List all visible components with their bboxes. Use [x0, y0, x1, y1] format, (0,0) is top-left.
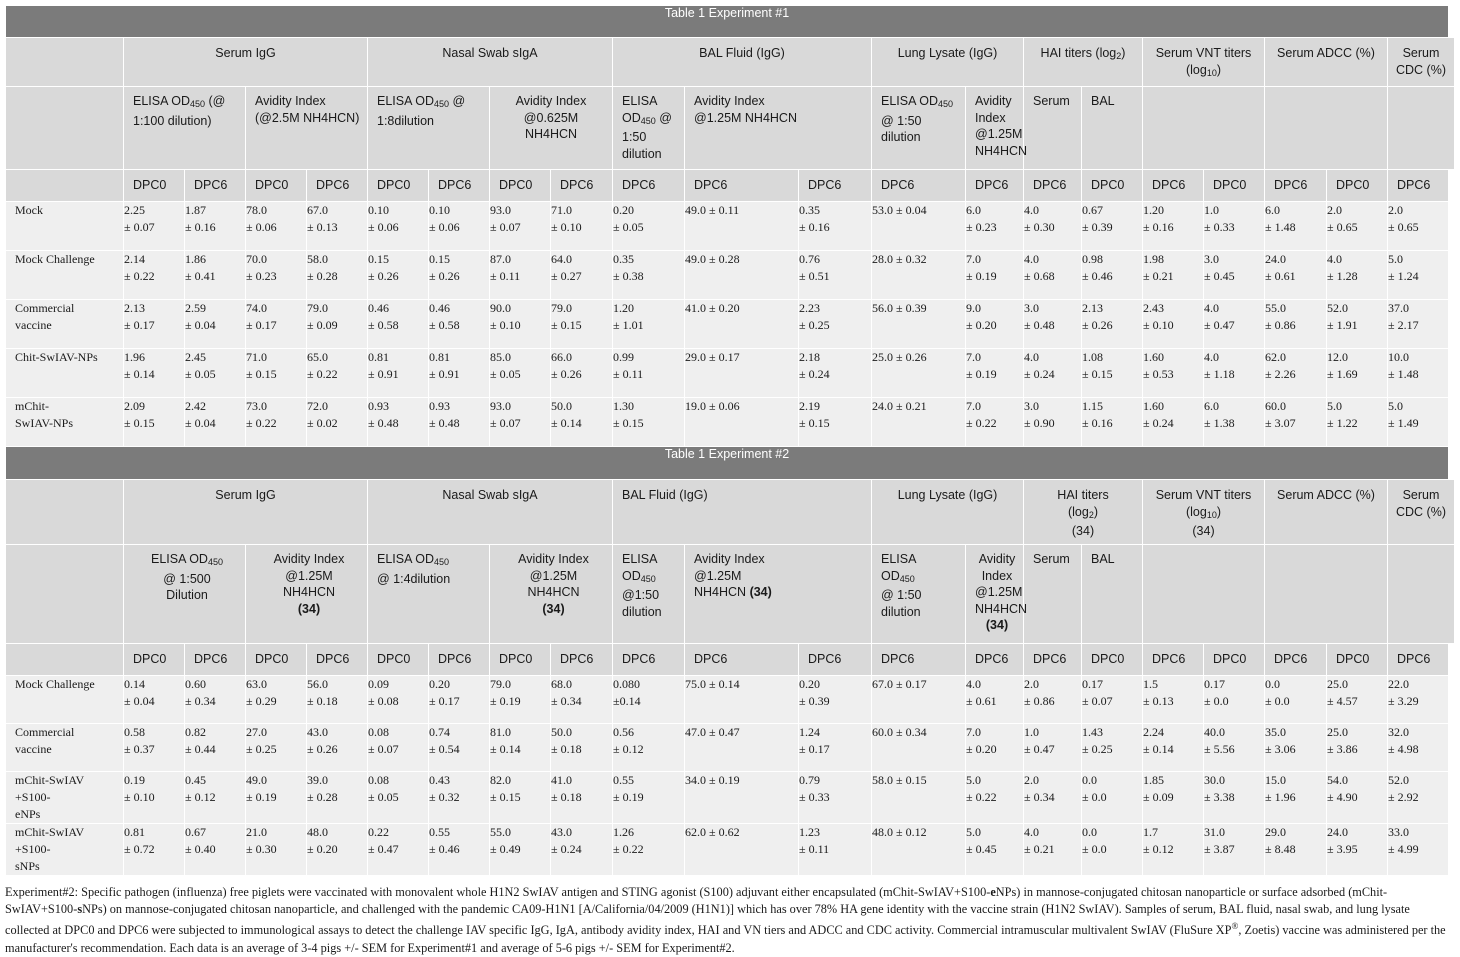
data-cell: 31.0 ± 3.87 [1204, 824, 1265, 876]
data-cell: 68.0 ± 0.34 [551, 676, 613, 724]
data-cell: 0.10 ± 0.06 [429, 202, 490, 251]
data-cell: 0.82 ± 0.44 [185, 724, 246, 772]
data-cell: 1.60 ± 0.53 [1143, 349, 1204, 398]
data-cell: 0.35 ± 0.16 [799, 202, 872, 251]
exp2-bal-elisa: ELISA $OD_{450}$ @1:50 dilution [613, 545, 685, 644]
data-cell: 1.7 ± 0.12 [1143, 824, 1204, 876]
data-cell: 54.0 ± 4.90 [1327, 772, 1388, 824]
exp2-group-adcc: Serum ADCC (%) [1265, 480, 1388, 545]
row-label: mChit- SwIAV-NPs [6, 398, 124, 447]
data-cell: 75.0 ± 0.14 [685, 676, 799, 724]
dpc-header: DPC6 [966, 170, 1024, 202]
dpc-header: DPC0 [1327, 170, 1388, 202]
data-cell: 5.0 ± 1.22 [1327, 398, 1388, 447]
dpc-header: DPC6 [1143, 644, 1204, 676]
data-cell: 40.0 ± 5.56 [1204, 724, 1265, 772]
data-cell: 37.0 ± 2.17 [1388, 300, 1449, 349]
data-cell: 19.0 ± 0.06 [685, 398, 799, 447]
table-row [6, 772, 1455, 824]
data-cell: 1.26 ± 0.22 [613, 824, 685, 876]
data-cell: 0.55 ± 0.46 [429, 824, 490, 876]
data-cell: 47.0 ± 0.47 [685, 724, 799, 772]
exp2-igg-avidity: Avidity Index @1.25M NH4HCN (34) [246, 545, 368, 644]
data-cell: 1.24 ± 0.17 [799, 724, 872, 772]
data-cell: 25.0 ± 0.26 [872, 349, 966, 398]
data-cell: 1.60 ± 0.24 [1143, 398, 1204, 447]
data-cell: 63.0 ± 0.29 [246, 676, 307, 724]
dpc-header: DPC0 [490, 170, 551, 202]
exp1-title: Table 1 Experiment #1 [6, 6, 1449, 38]
data-cell: 0.46 ± 0.58 [429, 300, 490, 349]
data-cell: 0.46 ± 0.58 [368, 300, 429, 349]
data-cell: 2.13 ± 0.26 [1082, 300, 1143, 349]
data-cell: 5.0 ± 0.22 [966, 772, 1024, 824]
dpc-header: DPC6 [429, 170, 490, 202]
data-cell: 4.0 ± 0.30 [1024, 202, 1082, 251]
exp2-igg-elisa: ELISA $OD_{450}$ @ 1:500 Dilution [124, 545, 246, 644]
data-cell: 1.08 ± 0.15 [1082, 349, 1143, 398]
data-cell: 1.20 ± 0.16 [1143, 202, 1204, 251]
exp2-lung-elisa: ELISA $OD_{450}$ @ 1:50 dilution [872, 545, 966, 644]
data-cell: 7.0 ± 0.22 [966, 398, 1024, 447]
data-cell: 55.0 ± 0.49 [490, 824, 551, 876]
data-cell: 25.0 ± 3.86 [1327, 724, 1388, 772]
table-row [6, 398, 1455, 447]
data-cell: 0.35 ± 0.38 [613, 251, 685, 300]
data-cell: 29.0 ± 8.48 [1265, 824, 1327, 876]
exp2-group-bal: BAL Fluid (IgG) [613, 480, 872, 545]
data-cell: 1.87 ± 0.16 [185, 202, 246, 251]
data-cell: 9.0 ± 0.20 [966, 300, 1024, 349]
data-cell: 65.0 ± 0.22 [307, 349, 368, 398]
data-cell: 21.0 ± 0.30 [246, 824, 307, 876]
dpc-header: DPC0 [124, 644, 185, 676]
table-row [6, 202, 1455, 251]
exp1-group-nasal-iga: Nasal Swab sIgA [368, 38, 613, 87]
data-cell: 2.0 ± 0.65 [1388, 202, 1449, 251]
exp1-body [6, 202, 1455, 447]
table-row [6, 300, 1455, 349]
exp2-subheader-row [6, 545, 1455, 644]
exp2-bal-avidity: Avidity Index @1.25M NH4HCN (34) [685, 545, 872, 644]
dpc-header: DPC6 [551, 644, 613, 676]
data-cell: 0.56 ± 0.12 [613, 724, 685, 772]
data-cell: 4.0 ± 0.68 [1024, 251, 1082, 300]
exp1-banner-row [6, 6, 1455, 38]
dpc-header: DPC0 [368, 170, 429, 202]
data-cell: 1.85 ± 0.09 [1143, 772, 1204, 824]
data-cell: 32.0 ± 4.98 [1388, 724, 1449, 772]
data-cell: 7.0 ± 0.19 [966, 349, 1024, 398]
data-cell: 49.0 ± 0.19 [246, 772, 307, 824]
data-cell: 2.59 ± 0.04 [185, 300, 246, 349]
data-cell: 64.0 ± 0.27 [551, 251, 613, 300]
data-cell: 0.79 ± 0.33 [799, 772, 872, 824]
data-cell: 0.080 ±0.14 [613, 676, 685, 724]
data-cell: 34.0 ± 0.19 [685, 772, 799, 824]
dpc-header: DPC6 [872, 170, 966, 202]
data-cell: 0.76 ± 0.51 [799, 251, 872, 300]
dpc-header: DPC6 [551, 170, 613, 202]
row-label: mChit-SwIAV +S100- sNPs [6, 824, 124, 876]
data-cell: 5.0 ± 0.45 [966, 824, 1024, 876]
data-cell: 58.0 ± 0.28 [307, 251, 368, 300]
row-label: Chit-SwIAV-NPs [6, 349, 124, 398]
exp1-group-serum-igg: Serum IgG [124, 38, 368, 87]
dpc-header: DPC6 [1024, 170, 1082, 202]
data-cell: 7.0 ± 0.19 [966, 251, 1024, 300]
data-cell: 1.5 ± 0.13 [1143, 676, 1204, 724]
data-cell: 2.25 ± 0.07 [124, 202, 185, 251]
data-cell: 1.43 ± 0.25 [1082, 724, 1143, 772]
data-cell: 52.0 ± 2.92 [1388, 772, 1449, 824]
data-cell: 6.0 ± 0.23 [966, 202, 1024, 251]
exp1-subheader-row [6, 87, 1455, 170]
data-cell: 62.0 ± 0.62 [685, 824, 799, 876]
data-cell: 56.0 ± 0.39 [872, 300, 966, 349]
dpc-header: DPC6 [307, 644, 368, 676]
data-cell: 81.0 ± 0.14 [490, 724, 551, 772]
exp1-group-bal: BAL Fluid (IgG) [613, 38, 872, 87]
dpc-header: DPC6 [1143, 170, 1204, 202]
data-cell: 2.13 ± 0.17 [124, 300, 185, 349]
data-cell: 73.0 ± 0.22 [246, 398, 307, 447]
dpc-header: DPC6 [613, 170, 685, 202]
data-cell: 41.0 ± 0.18 [551, 772, 613, 824]
dpc-header: DPC6 [799, 644, 872, 676]
data-cell: 4.0 ± 0.21 [1024, 824, 1082, 876]
data-cell: 0.43 ± 0.32 [429, 772, 490, 824]
data-cell: 0.98 ± 0.46 [1082, 251, 1143, 300]
data-cell: 0.22 ± 0.47 [368, 824, 429, 876]
exp2-group-hai: HAI titers $(\log_2)$ (34) [1024, 480, 1143, 545]
data-cell: 2.23 ± 0.25 [799, 300, 872, 349]
data-cell: 2.18 ± 0.24 [799, 349, 872, 398]
dpc-header: DPC6 [685, 170, 799, 202]
data-cell: 0.67 ± 0.40 [185, 824, 246, 876]
exp1-lung-elisa: ELISA $OD_{450}$ @ 1:50 dilution [872, 87, 966, 170]
exp1-hai-serum: Serum [1024, 87, 1082, 170]
data-cell: 0.0 ± 0.0 [1082, 772, 1143, 824]
exp2-group-vnt: Serum VNT titers $(\log_{10})$ (34) [1143, 480, 1265, 545]
data-cell: 70.0 ± 0.23 [246, 251, 307, 300]
data-cell: 58.0 ± 0.15 [872, 772, 966, 824]
exp1-bal-avidity: Avidity Index @1.25M NH4HCN [685, 87, 872, 170]
table-row [6, 676, 1455, 724]
exp2-group-cdc: Serum CDC (%) [1388, 480, 1455, 545]
dpc-header: DPC6 [1265, 644, 1327, 676]
data-cell: 0.08 ± 0.07 [368, 724, 429, 772]
dpc-header: DPC0 [1327, 644, 1388, 676]
data-cell: 0.20 ± 0.39 [799, 676, 872, 724]
dpc-header: DPC0 [1204, 644, 1265, 676]
data-cell: 0.45 ± 0.12 [185, 772, 246, 824]
data-cell: 2.0 ± 0.86 [1024, 676, 1082, 724]
dpc-header: DPC0 [246, 644, 307, 676]
data-cell: 0.99 ± 0.11 [613, 349, 685, 398]
data-cell: 52.0 ± 1.91 [1327, 300, 1388, 349]
data-cell: 0.58 ± 0.37 [124, 724, 185, 772]
data-cell: 0.81 ± 0.72 [124, 824, 185, 876]
data-cell: 3.0 ± 0.45 [1204, 251, 1265, 300]
exp2-lung-avidity: Avidity Index @1.25M NH4HCN (34) [966, 545, 1024, 644]
exp1-bal-elisa: ELISA $OD_{450}$ @ 1:50 dilution [613, 87, 685, 170]
exp2-iga-avidity: Avidity Index @1.25M NH4HCN (34) [490, 545, 613, 644]
dpc-header: DPC0 [246, 170, 307, 202]
exp1-group-hai: HAI titers $(\log_2)$ [1024, 38, 1143, 87]
dpc-header: DPC6 [185, 644, 246, 676]
table-row [6, 724, 1455, 772]
exp2-group-row [6, 480, 1455, 545]
data-cell: 0.93 ± 0.48 [429, 398, 490, 447]
data-cell: 25.0 ± 4.57 [1327, 676, 1388, 724]
data-cell: 0.0 ± 0.0 [1265, 676, 1327, 724]
data-cell: 72.0 ± 0.02 [307, 398, 368, 447]
data-cell: 0.67 ± 0.39 [1082, 202, 1143, 251]
data-cell: 93.0 ± 0.07 [490, 202, 551, 251]
dpc-header: DPC0 [1082, 170, 1143, 202]
exp1-dpc-row [6, 170, 1455, 202]
data-cell: 0.20 ± 0.17 [429, 676, 490, 724]
table-row [6, 251, 1455, 300]
dpc-header: DPC0 [124, 170, 185, 202]
exp1-igg-elisa: ELISA $OD_{450}$ (@ 1:100 dilution) [124, 87, 246, 170]
data-cell: 4.0 ± 0.61 [966, 676, 1024, 724]
row-label: Mock Challenge [6, 676, 124, 724]
table-row [6, 824, 1455, 876]
data-cell: 48.0 ± 0.12 [872, 824, 966, 876]
data-cell: 43.0 ± 0.26 [307, 724, 368, 772]
data-cell: 2.42 ± 0.04 [185, 398, 246, 447]
data-cell: 0.14 ± 0.04 [124, 676, 185, 724]
data-cell: 87.0 ± 0.11 [490, 251, 551, 300]
data-cell: 1.20 ± 1.01 [613, 300, 685, 349]
dpc-header: DPC6 [872, 644, 966, 676]
data-cell: 48.0 ± 0.20 [307, 824, 368, 876]
dpc-header: DPC6 [1388, 644, 1449, 676]
data-cell: 6.0 ± 1.38 [1204, 398, 1265, 447]
dpc-header: DPC6 [307, 170, 368, 202]
row-label: Mock Challenge [6, 251, 124, 300]
dpc-header: DPC0 [1082, 644, 1143, 676]
data-cell: 15.0 ± 1.96 [1265, 772, 1327, 824]
data-cell: 5.0 ± 1.24 [1388, 251, 1449, 300]
data-cell: 0.55 ± 0.19 [613, 772, 685, 824]
row-label: Mock [6, 202, 124, 251]
data-cell: 1.0 ± 0.47 [1024, 724, 1082, 772]
data-cell: 79.0 ± 0.15 [551, 300, 613, 349]
exp1-group-lung: Lung Lysate (IgG) [872, 38, 1024, 87]
exp1-group-vnt: Serum VNT titers $(\log_{10})$ [1143, 38, 1265, 87]
dpc-header: DPC6 [613, 644, 685, 676]
data-cell: 43.0 ± 0.24 [551, 824, 613, 876]
dpc-header: DPC6 [1388, 170, 1449, 202]
data-cell: 82.0 ± 0.15 [490, 772, 551, 824]
data-cell: 24.0 ± 0.61 [1265, 251, 1327, 300]
row-label: Commercial vaccine [6, 724, 124, 772]
data-cell: 4.0 ± 0.24 [1024, 349, 1082, 398]
data-cell: 71.0 ± 0.10 [551, 202, 613, 251]
data-cell: 27.0 ± 0.25 [246, 724, 307, 772]
dpc-header: DPC6 [429, 644, 490, 676]
data-cell: 1.30 ± 0.15 [613, 398, 685, 447]
data-cell: 2.24 ± 0.14 [1143, 724, 1204, 772]
dpc-header: DPC6 [799, 170, 872, 202]
data-cell: 2.19 ± 0.15 [799, 398, 872, 447]
data-cell: 79.0 ± 0.09 [307, 300, 368, 349]
data-cell: 60.0 ± 3.07 [1265, 398, 1327, 447]
data-cell: 90.0 ± 0.10 [490, 300, 551, 349]
dpc-header: DPC0 [490, 644, 551, 676]
data-cell: 24.0 ± 0.21 [872, 398, 966, 447]
data-cell: 2.45 ± 0.05 [185, 349, 246, 398]
data-cell: 1.96 ± 0.14 [124, 349, 185, 398]
data-cell: 2.14 ± 0.22 [124, 251, 185, 300]
data-cell: 0.19 ± 0.10 [124, 772, 185, 824]
exp2-iga-elisa: ELISA $OD_{450}$ @ 1:4dilution [368, 545, 490, 644]
exp2-body [6, 676, 1455, 876]
row-label: mChit-SwIAV +S100- eNPs [6, 772, 124, 824]
data-cell: 4.0 ± 1.18 [1204, 349, 1265, 398]
exp2-banner-row [6, 447, 1455, 480]
data-cell: 28.0 ± 0.32 [872, 251, 966, 300]
dpc-header: DPC0 [368, 644, 429, 676]
results-table [5, 5, 1455, 876]
data-cell: 85.0 ± 0.05 [490, 349, 551, 398]
exp1-hai-bal: BAL [1082, 87, 1143, 170]
data-cell: 35.0 ± 3.06 [1265, 724, 1327, 772]
data-cell: 79.0 ± 0.19 [490, 676, 551, 724]
data-cell: 78.0 ± 0.06 [246, 202, 307, 251]
data-cell: 55.0 ± 0.86 [1265, 300, 1327, 349]
data-cell: 0.0 ± 0.0 [1082, 824, 1143, 876]
data-cell: 0.15 ± 0.26 [429, 251, 490, 300]
data-cell: 0.74 ± 0.54 [429, 724, 490, 772]
data-cell: 3.0 ± 0.90 [1024, 398, 1082, 447]
exp2-hai-bal: BAL [1082, 545, 1143, 644]
data-cell: 39.0 ± 0.28 [307, 772, 368, 824]
data-cell: 0.10 ± 0.06 [368, 202, 429, 251]
data-cell: 67.0 ± 0.17 [872, 676, 966, 724]
data-cell: 56.0 ± 0.18 [307, 676, 368, 724]
data-cell: 2.0 ± 0.34 [1024, 772, 1082, 824]
dpc-header: DPC6 [685, 644, 799, 676]
exp1-iga-elisa: ELISA $OD_{450}$ @ 1:8dilution [368, 87, 490, 170]
footnote: Experiment#2: Specific pathogen (influenza) free piglets were vaccinated with monovalent whole H1N2 SwIAV antigen and STING agonist (S100) adjuvant either encapsulated (mChit-SwIAV+S100-eNPs) in mannose-conjugated chitosan nanoparticle or surface adsorbed (mChit-SwIAV+S100-sNPs) on mannose-conjugated chitosan nanoparticle, and challenged with the pandemic CA09-H1N1 [A/California/04/2009 (H1N1)] which has over 78% HA gene identity with the vaccine strain (H1N2 SwIAV). Samples of serum, BAL fluid, nasal swab, and lung lysate collected at DPC0 and DPC6 were subjected to immunological assays to detect the challenge IAV specific IgG, IgA, antibody avidity index, HAI and VN tiers and ADCC and CDC activity. Commercial intramuscular multivalent SwIAV (FluSure XP®, Zoetis) vaccine was administered per the manufacturer's recommendation. Each data is an average of 3-4 pigs +/- SEM for Experiment#1 and average of 5-6 pigs +/- SEM for Experiment#2. [5, 885, 1446, 955]
exp1-lung-avidity: Avidity Index @1.25M NH4HCN [966, 87, 1024, 170]
data-cell: 0.17 ± 0.07 [1082, 676, 1143, 724]
data-cell: 1.0 ± 0.33 [1204, 202, 1265, 251]
exp2-group-lung: Lung Lysate (IgG) [872, 480, 1024, 545]
dpc-header: DPC6 [966, 644, 1024, 676]
exp2-hai-serum: Serum [1024, 545, 1082, 644]
data-cell: 2.43 ± 0.10 [1143, 300, 1204, 349]
data-cell: 0.81 ± 0.91 [429, 349, 490, 398]
data-cell: 0.15 ± 0.26 [368, 251, 429, 300]
exp2-group-nasal-iga: Nasal Swab sIgA [368, 480, 613, 545]
dpc-header: DPC6 [1265, 170, 1327, 202]
data-cell: 2.0 ± 0.65 [1327, 202, 1388, 251]
exp1-igg-avidity: Avidity Index (@2.5M NH4HCN) [246, 87, 368, 170]
data-cell: 33.0 ± 4.99 [1388, 824, 1449, 876]
data-cell: 60.0 ± 0.34 [872, 724, 966, 772]
data-cell: 24.0 ± 3.95 [1327, 824, 1388, 876]
data-cell: 50.0 ± 0.18 [551, 724, 613, 772]
exp2-dpc-row [6, 644, 1455, 676]
data-cell: 0.09 ± 0.08 [368, 676, 429, 724]
data-cell: 0.93 ± 0.48 [368, 398, 429, 447]
data-cell: 0.20 ± 0.05 [613, 202, 685, 251]
data-cell: 71.0 ± 0.15 [246, 349, 307, 398]
table-row [6, 349, 1455, 398]
data-cell: 4.0 ± 1.28 [1327, 251, 1388, 300]
data-cell: 1.23 ± 0.11 [799, 824, 872, 876]
data-cell: 53.0 ± 0.04 [872, 202, 966, 251]
data-cell: 1.86 ± 0.41 [185, 251, 246, 300]
data-cell: 12.0 ± 1.69 [1327, 349, 1388, 398]
dpc-header: DPC6 [185, 170, 246, 202]
data-cell: 22.0 ± 3.29 [1388, 676, 1449, 724]
data-cell: 30.0 ± 3.38 [1204, 772, 1265, 824]
data-cell: 3.0 ± 0.48 [1024, 300, 1082, 349]
dpc-header: DPC0 [1204, 170, 1265, 202]
data-cell: 74.0 ± 0.17 [246, 300, 307, 349]
data-cell: 1.15 ± 0.16 [1082, 398, 1143, 447]
data-cell: 0.60 ± 0.34 [185, 676, 246, 724]
exp1-group-cdc: Serum CDC (%) [1388, 38, 1455, 87]
data-cell: 62.0 ± 2.26 [1265, 349, 1327, 398]
data-cell: 0.08 ± 0.05 [368, 772, 429, 824]
exp1-iga-avidity: Avidity Index @0.625M NH4HCN [490, 87, 613, 170]
data-cell: 93.0 ± 0.07 [490, 398, 551, 447]
data-cell: 4.0 ± 0.47 [1204, 300, 1265, 349]
exp1-group-adcc: Serum ADCC (%) [1265, 38, 1388, 87]
exp1-group-row [6, 38, 1455, 87]
data-cell: 10.0 ± 1.48 [1388, 349, 1449, 398]
data-cell: 6.0 ± 1.48 [1265, 202, 1327, 251]
data-cell: 50.0 ± 0.14 [551, 398, 613, 447]
data-cell: 67.0 ± 0.13 [307, 202, 368, 251]
data-cell: 66.0 ± 0.26 [551, 349, 613, 398]
document [5, 5, 1455, 957]
data-cell: 49.0 ± 0.28 [685, 251, 799, 300]
data-cell: 5.0 ± 1.49 [1388, 398, 1449, 447]
data-cell: 0.17 ± 0.0 [1204, 676, 1265, 724]
dpc-header: DPC6 [1024, 644, 1082, 676]
data-cell: 49.0 ± 0.11 [685, 202, 799, 251]
exp2-title: Table 1 Experiment #2 [6, 447, 1449, 480]
data-cell: 7.0 ± 0.20 [966, 724, 1024, 772]
data-cell: 29.0 ± 0.17 [685, 349, 799, 398]
exp2-group-serum-igg: Serum IgG [124, 480, 368, 545]
data-cell: 2.09 ± 0.15 [124, 398, 185, 447]
row-label: Commercial vaccine [6, 300, 124, 349]
data-cell: 1.98 ± 0.21 [1143, 251, 1204, 300]
data-cell: 0.81 ± 0.91 [368, 349, 429, 398]
data-cell: 41.0 ± 0.20 [685, 300, 799, 349]
